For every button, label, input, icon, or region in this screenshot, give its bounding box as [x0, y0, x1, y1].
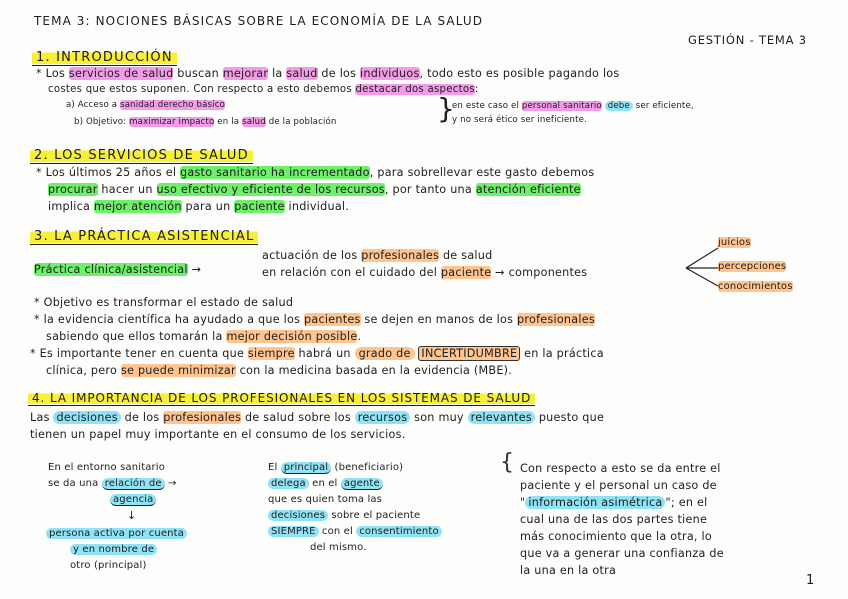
principal-line-1: El principal (beneficiario) [268, 462, 404, 473]
s1-line-1: * Los servicios de salud buscan mejorar la salud de los individuos, todo esto es posible pagando los [36, 67, 620, 80]
principal-line-6: del mismo. [310, 542, 367, 553]
s3-bullet-3-cont: clínica, pero se puede minimizar con la medicina basada en la evidencia (MBE). [46, 364, 513, 377]
s2-line-2: procurar hacer un uso efectivo y eficiente de los recursos, por tanto una atención eficiente [48, 183, 581, 196]
page-title: TEMA 3: NOCIONES BÁSICAS SOBRE LA ECONOMÍA DE LA SALUD [34, 14, 484, 28]
agency-def-2: y en nombre de [70, 544, 157, 555]
s1-right-line-1: en este caso el personal sanitario debe ser eficiente, [452, 101, 694, 111]
practica-clinica: Práctica clínica/asistencial → [34, 263, 202, 276]
section-1-heading: 1. INTRODUCCIÓN [32, 50, 177, 65]
s4-line-2: tienen un papel muy importante en el consumo de los servicios. [30, 428, 406, 441]
course-label: GESTIÓN - TEMA 3 [688, 33, 807, 47]
page-number: 1 [806, 573, 815, 588]
actuacion-line-2: en relación con el cuidado del paciente → componentes [262, 266, 588, 279]
right-brace: { [500, 450, 514, 475]
actuacion-line-1: actuación de los profesionales de salud [262, 249, 493, 262]
branch-juicios: juicios [718, 237, 751, 248]
asym-line-6: que va a generar una confianza de [520, 547, 724, 560]
s1-right-line-2: y no será ético ser ineficiente. [452, 115, 587, 125]
s1-item-a: a) Acceso a sanidad derecho básico [66, 100, 225, 110]
principal-line-3: que es quien toma las [268, 494, 383, 505]
s1-item-b: b) Objetivo: maximizar impacto en la salud de la población [74, 117, 337, 127]
s1-line-2: costes que estos suponen. Con respecto a esto debemos destacar dos aspectos: [48, 84, 479, 95]
agency-def-3: otro (principal) [70, 560, 147, 571]
s2-line-3: implica mejor atención para un paciente individual. [48, 200, 350, 213]
s1-brace: } [437, 92, 455, 125]
asym-line-2: paciente y el personal un caso de [520, 479, 717, 492]
branch-percepciones: percepciones [718, 261, 787, 272]
section-3-heading: 3. LA PRÁCTICA ASISTENCIAL [30, 229, 258, 244]
s3-bullet-2-cont: sabiendo que ellos tomarán la mejor decisión posible. [46, 330, 362, 343]
s2-line-1: * Los últimos 25 años el gasto sanitario ha incrementado, para sobrellevar este gasto debemos [36, 166, 595, 179]
asym-line-4: cual una de las dos partes tiene [520, 513, 708, 526]
asym-line-1: Con respecto a esto se da entre el [520, 462, 721, 475]
agency-down-arrow: ↓ [127, 509, 137, 522]
section-4-heading: 4. LA IMPORTANCIA DE LOS PROFESIONALES EN LOS SISTEMAS DE SALUD [28, 391, 535, 405]
s3-bullet-1: * Objetivo es transformar el estado de salud [34, 296, 294, 309]
asym-line-5: más conocimiento que la otra, lo [520, 530, 712, 543]
asym-line-3: " información asimétrica "; en el [520, 496, 708, 509]
agency-def-1: persona activa por cuenta [46, 528, 187, 539]
principal-line-5: SIEMPRE con el consentimiento [268, 526, 442, 537]
s3-bullet-2: * la evidencia científica ha ayudado a que los pacientes se dejen en manos de los profesionales [34, 313, 595, 326]
agency-line-1: En el entorno sanitario [48, 462, 166, 473]
section-2-heading: 2. LOS SERVICIOS DE SALUD [30, 148, 253, 163]
principal-line-2: delega en el agente [268, 478, 383, 489]
s4-line-1: Las decisiones de los profesionales de salud sobre los recursos son muy relevantes puesto que [30, 411, 605, 424]
asym-line-7: la una en la otra [520, 564, 617, 577]
agency-line-2: se da una relación de → [48, 478, 177, 489]
principal-line-4: decisiones sobre el paciente [268, 510, 420, 521]
s3-bullet-3: * Es importante tener en cuenta que siempre habrá un grado de INCERTIDUMBRE en la práctica [30, 347, 604, 360]
branch-conocimientos: conocimientos [718, 281, 793, 292]
agency-term: agencia [110, 494, 156, 505]
